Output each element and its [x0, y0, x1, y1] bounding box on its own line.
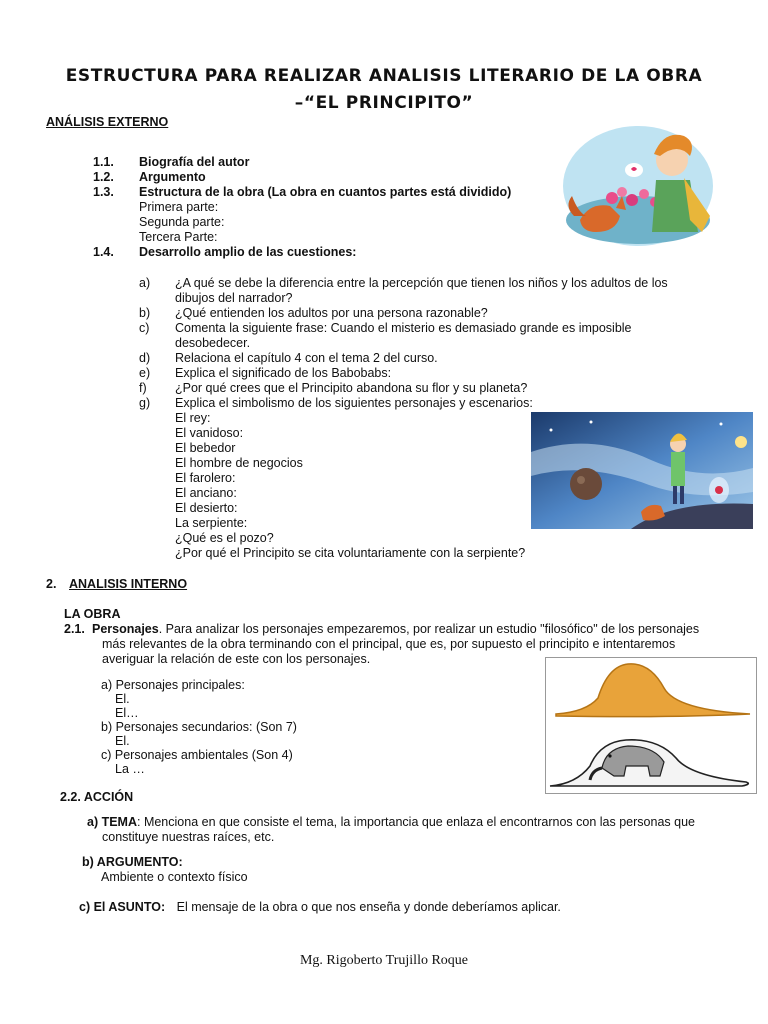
- question-letter: b): [139, 306, 151, 320]
- page-subtitle: –“EL PRINCIPITO”: [294, 93, 474, 113]
- author-footer: Mg. Rigoberto Trujillo Roque: [299, 953, 469, 968]
- symbol-line: El vanidoso:: [175, 426, 244, 440]
- symbol-line: El desierto:: [175, 501, 238, 515]
- personajes-sub: El.: [115, 734, 130, 748]
- section-heading-externo: ANÁLISIS EXTERNO: [46, 115, 169, 129]
- tema-label: a) TEMA: [87, 815, 137, 829]
- symbol-line: El anciano:: [175, 486, 237, 500]
- symbol-line: El farolero:: [175, 471, 236, 485]
- symbol-line: ¿Por qué el Principito se cita voluntariamente con la serpiente?: [175, 546, 526, 560]
- symbol-line: El rey:: [175, 411, 211, 425]
- personajes-number: 2.1.: [64, 622, 85, 636]
- item-number: 1.3.: [93, 185, 114, 199]
- question-text: Relaciona el capítulo 4 con el tema 2 del curso.: [175, 351, 438, 365]
- symbol-line: El bebedor: [175, 441, 236, 455]
- symbol-line: El hombre de negocios: [175, 456, 303, 470]
- personajes-tipo: b) Personajes secundarios: (Son 7): [101, 720, 297, 734]
- part-line: Primera parte:: [139, 200, 219, 214]
- question-letter: g): [139, 396, 151, 410]
- item-text: Argumento: [139, 170, 206, 184]
- personajes-text: . Para analizar los personajes empezaremos, por realizar un estudio "filosófico" de los personajes: [158, 622, 700, 636]
- question-letter: a): [139, 276, 151, 290]
- question-letter: f): [139, 381, 147, 395]
- argumento-label: b) ARGUMENTO:: [82, 855, 183, 869]
- part-line: Tercera Parte:: [139, 230, 218, 244]
- item-text: Desarrollo amplio de las cuestiones:: [139, 245, 357, 259]
- personajes-sub: El…: [115, 706, 139, 720]
- prince-fox-illustration: [560, 120, 715, 250]
- section-heading-interno: ANALISIS INTERNO: [69, 577, 188, 591]
- symbol-line: La serpiente:: [175, 516, 248, 530]
- symbol-line: ¿Qué es el pozo?: [175, 531, 274, 545]
- item-number: 1.1.: [93, 155, 114, 169]
- question-text: ¿Por qué crees que el Principito abandona su flor y su planeta?: [175, 381, 528, 395]
- page-title: ESTRUCTURA PARA REALIZAR ANALISIS LITERARIO DE LA OBRA: [65, 66, 703, 86]
- subheading-obra: LA OBRA: [64, 607, 121, 621]
- question-text: Explica el simbolismo de los siguientes personajes y escenarios:: [175, 396, 533, 410]
- question-text: desobedecer.: [175, 336, 251, 350]
- question-letter: c): [139, 321, 150, 335]
- personajes-tipo: c) Personajes ambientales (Son 4): [101, 748, 293, 762]
- question-text: ¿Qué entienden los adultos por una persona razonable?: [175, 306, 488, 320]
- boa-elephant-illustration: [545, 657, 757, 794]
- question-letter: e): [139, 366, 151, 380]
- item-text: Biografía del autor: [139, 155, 250, 169]
- personajes-text: más relevantes de la obra terminando con el principal, que es, por supuesto el principito e intentaremos: [102, 637, 676, 651]
- prince-space-illustration: [531, 412, 753, 529]
- question-text: Comenta la siguiente frase: Cuando el misterio es demasiado grande es imposible: [175, 321, 632, 335]
- tema-text: : Menciona en que consiste el tema, la importancia que enlaza el encontrarnos con las personas que: [137, 815, 695, 829]
- accion-heading: 2.2. ACCIÓN: [60, 790, 134, 804]
- personajes-label: Personajes: [92, 622, 159, 636]
- question-text: dibujos del narrador?: [175, 291, 293, 305]
- question-letter: d): [139, 351, 151, 365]
- item-number: 1.4.: [93, 245, 114, 259]
- argumento-text: Ambiente o contexto físico: [101, 870, 248, 884]
- question-text: ¿A qué se debe la diferencia entre la percepción que tienen los niños y los adultos de los: [175, 276, 668, 290]
- tema-text: constituye nuestras raíces, etc.: [102, 830, 275, 844]
- part-line: Segunda parte:: [139, 215, 225, 229]
- asunto-text: El mensaje de la obra o que nos enseña y donde deberíamos aplicar.: [176, 900, 561, 914]
- section-number-interno: 2.: [46, 577, 57, 591]
- personajes-sub: La …: [115, 762, 145, 776]
- item-number: 1.2.: [93, 170, 114, 184]
- asunto-label: c) El ASUNTO:: [79, 900, 166, 914]
- personajes-text: averiguar la relación de este con los personajes.: [102, 652, 371, 666]
- personajes-tipo: a) Personajes principales:: [101, 678, 245, 692]
- item-text: Estructura de la obra (La obra en cuantos partes está dividido): [139, 185, 512, 199]
- question-text: Explica el significado de los Babobabs:: [175, 366, 392, 380]
- personajes-sub: El.: [115, 692, 130, 706]
